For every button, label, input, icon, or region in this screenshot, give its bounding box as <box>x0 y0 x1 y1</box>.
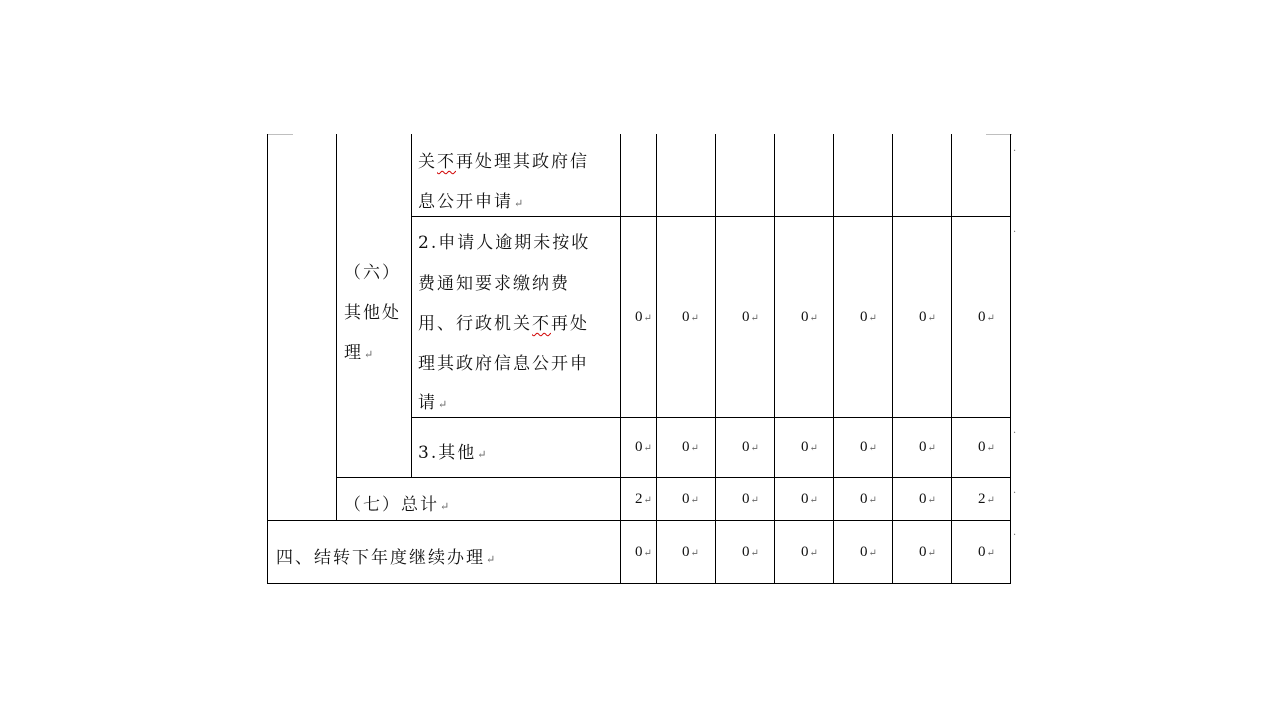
column-divider-1 <box>336 134 337 521</box>
paragraph-mark-icon: ↵ <box>438 398 448 411</box>
row-end-mark-icon: · <box>1013 227 1017 238</box>
total-value-3: 0↵ <box>742 491 759 507</box>
paragraph-mark-icon: ↵ <box>440 500 450 513</box>
item-2-value-7: 0↵ <box>978 309 995 325</box>
column-divider-2 <box>411 134 412 478</box>
item-2-value-2: 0↵ <box>682 309 699 325</box>
total-value-7: 2↵ <box>978 491 995 507</box>
paragraph-mark-icon: ↵ <box>486 553 496 566</box>
paragraph-mark-icon: ↵ <box>477 448 487 461</box>
total-value-4: 0↵ <box>801 491 818 507</box>
item-3-label: 3.其他↵ <box>418 443 487 463</box>
paragraph-mark-icon: ↵ <box>514 197 524 210</box>
group-six-line-1: （六） <box>344 263 401 283</box>
group-six-line-2: 其他处 <box>344 303 401 323</box>
carryover-value-1: 0↵ <box>635 544 652 560</box>
row-divider-2 <box>411 417 1011 418</box>
corner-mark-left <box>268 134 293 135</box>
carryover-value-6: 0↵ <box>919 544 936 560</box>
item-3-value-6: 0↵ <box>919 439 936 455</box>
row-end-mark-icon: · <box>1013 428 1017 439</box>
item-3-value-1: 0↵ <box>635 439 652 455</box>
total-label: （七）总计↵ <box>344 495 450 515</box>
row-divider-3 <box>336 477 1011 478</box>
total-value-5: 0↵ <box>860 491 877 507</box>
item-3-value-4: 0↵ <box>801 439 818 455</box>
continuation-line-1: 关不再处理其政府信 <box>418 152 589 172</box>
item-2-line-2: 费通知要求缴纳费 <box>418 274 570 294</box>
item-3-value-7: 0↵ <box>978 439 995 455</box>
item-2-value-1: 0↵ <box>635 309 652 325</box>
item-2-line-5: 请↵ <box>418 393 448 413</box>
column-divider-9 <box>951 134 952 584</box>
column-divider-7 <box>833 134 834 584</box>
row-end-mark-icon: · <box>1013 488 1017 499</box>
carryover-value-3: 0↵ <box>742 544 759 560</box>
item-2-value-4: 0↵ <box>801 309 818 325</box>
table-border-right <box>1010 134 1011 584</box>
total-value-6: 0↵ <box>919 491 936 507</box>
item-2-value-5: 0↵ <box>860 309 877 325</box>
carryover-value-2: 0↵ <box>682 544 699 560</box>
corner-mark-right <box>986 134 1012 135</box>
item-2-value-6: 0↵ <box>919 309 936 325</box>
carryover-value-5: 0↵ <box>860 544 877 560</box>
column-divider-8 <box>892 134 893 584</box>
item-2-line-4: 理其政府信息公开申 <box>418 354 589 374</box>
continuation-line-2: 息公开申请↵ <box>418 192 524 212</box>
row-end-mark-icon: · <box>1013 530 1017 541</box>
item-2-value-3: 0↵ <box>742 309 759 325</box>
group-six-line-3: 理↵ <box>344 343 374 363</box>
item-3-value-5: 0↵ <box>860 439 877 455</box>
column-divider-5 <box>715 134 716 584</box>
total-value-1: 2↵ <box>635 491 652 507</box>
column-divider-4 <box>656 134 657 584</box>
carryover-label: 四、结转下年度继续办理↵ <box>276 548 496 568</box>
column-divider-3 <box>620 134 621 584</box>
item-2-line-3: 用、行政机关不再处 <box>418 314 589 334</box>
column-divider-6 <box>774 134 775 584</box>
item-3-value-3: 0↵ <box>742 439 759 455</box>
total-value-2: 0↵ <box>682 491 699 507</box>
carryover-value-7: 0↵ <box>978 544 995 560</box>
item-2-line-1: 2.申请人逾期未按收 <box>418 233 591 253</box>
item-3-value-2: 0↵ <box>682 439 699 455</box>
paragraph-mark-icon: ↵ <box>364 348 374 361</box>
carryover-value-4: 0↵ <box>801 544 818 560</box>
row-end-mark-icon: · <box>1013 146 1017 157</box>
table-border-left <box>267 134 268 584</box>
table-border-bottom <box>267 583 1011 584</box>
